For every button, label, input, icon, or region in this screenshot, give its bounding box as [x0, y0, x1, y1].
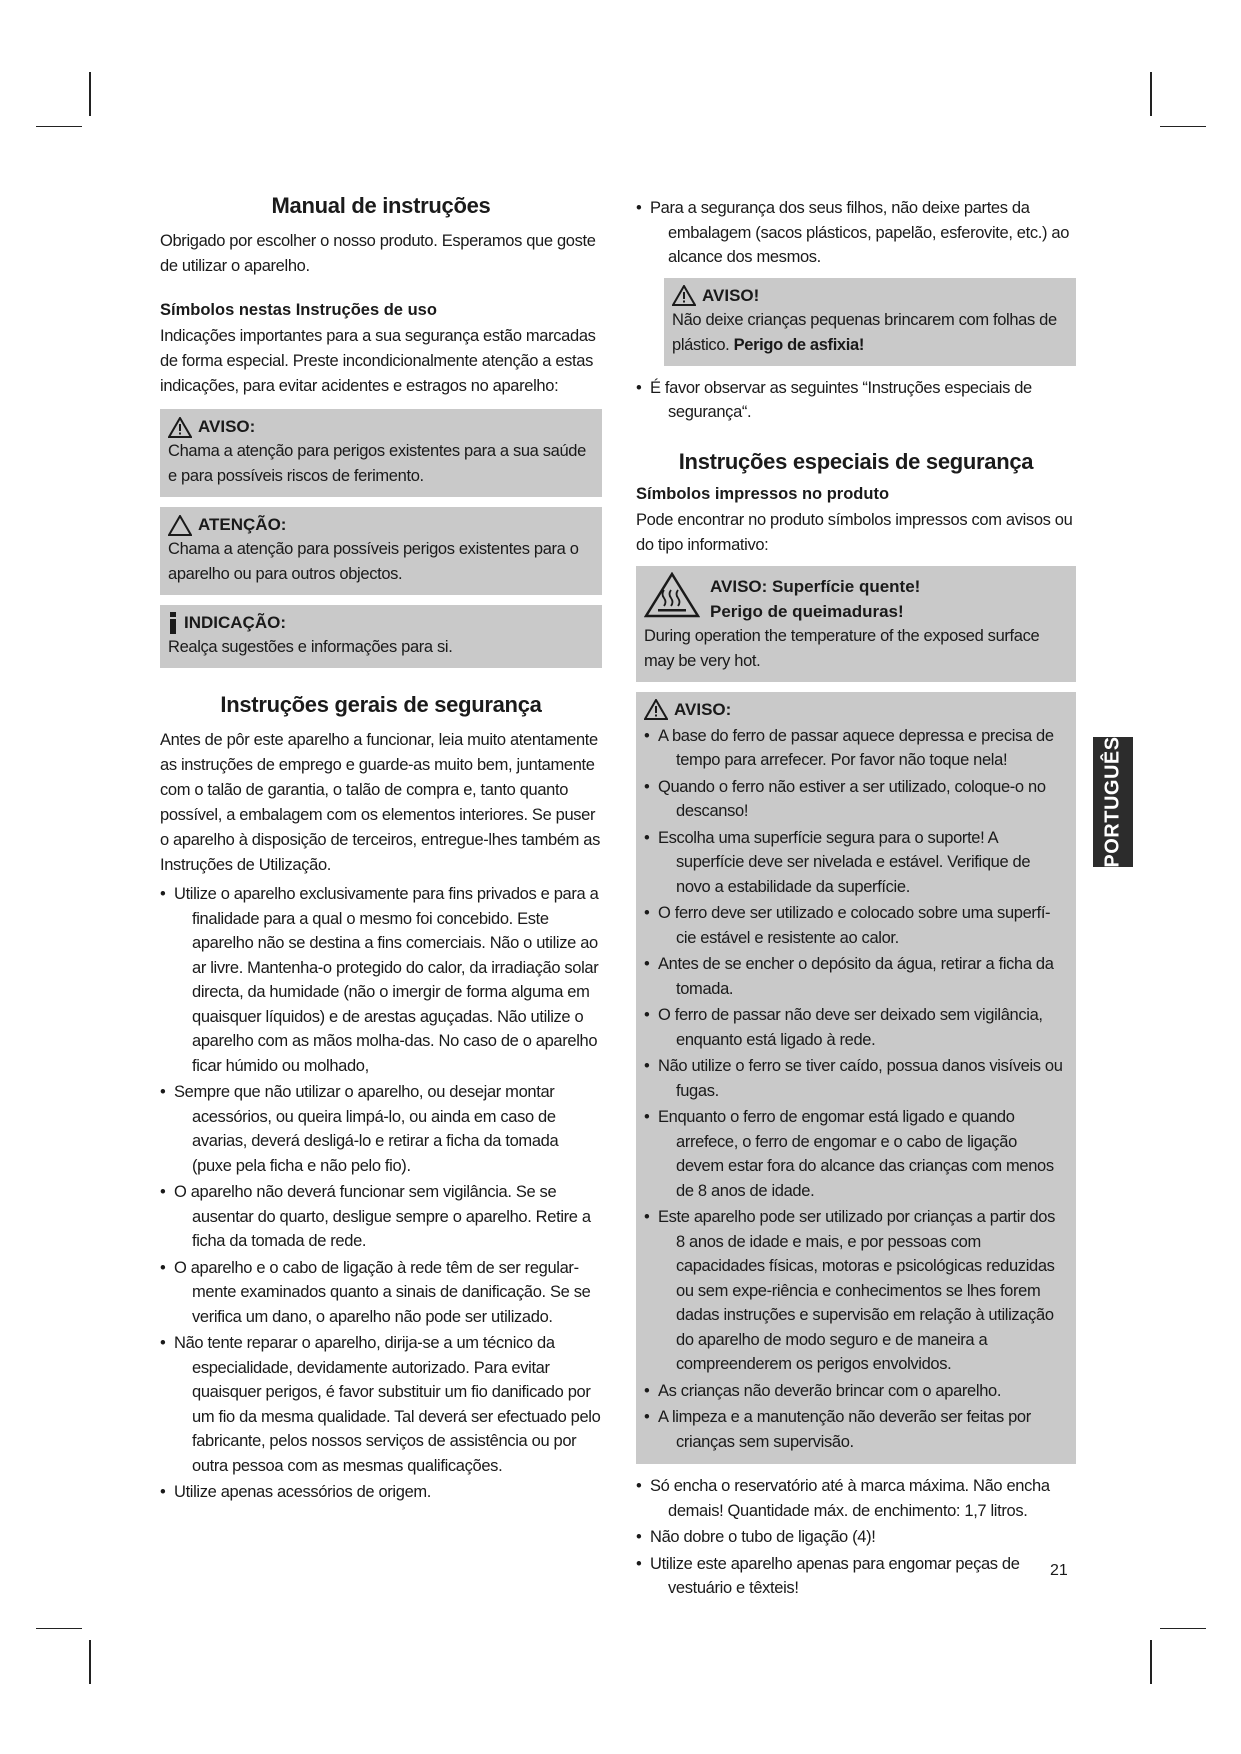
indicacao-text: Realça sugestões e informações para si. [168, 638, 453, 656]
list-item: • Utilize este aparelho apenas para engomar peças de vestuário e têxteis! [636, 1552, 1076, 1601]
list-item: • A base do ferro de passar aquece depressa e precisa de tempo para arrefecer. Por favor não toque nela! [644, 724, 1068, 773]
asphyxia-box-title [672, 284, 1068, 308]
aviso-label: AVISO: [674, 699, 732, 719]
crop-mark [1150, 72, 1152, 116]
iron-warning-list [644, 724, 1068, 1455]
list-item: • Antes de se encher o depósito da água, retirar a ficha da tomada. [644, 952, 1068, 1001]
indicacao-label: INDICAÇÃO: [184, 613, 286, 632]
list-item: • O ferro deve ser utilizado e colocado sobre uma superfí-cie estável e resistente ao calor. [644, 901, 1068, 950]
aviso-label: AVISO! [702, 285, 760, 305]
symbols-text: Indicações importantes para a sua segurança estão marcadas de forma especial. Preste incondicionalmente atenção a estas indicações, para evitar acidentes e estragos no aparelho: [160, 327, 596, 395]
crop-mark [1150, 1640, 1152, 1684]
info-icon [168, 612, 178, 634]
manual-title: Manual de instruções [271, 193, 491, 218]
list-item: • Só encha o reservatório até à marca máxima. Não encha demais! Quantidade máx. de enchimento: 1,7 litros. [636, 1474, 1076, 1523]
crop-mark [36, 1628, 82, 1629]
atencao-text: Chama a atenção para possíveis perigos existentes para o aparelho ou para outros objectos. [168, 540, 579, 583]
printed-symbols-text: Pode encontrar no produto símbolos impressos com avisos ou do tipo informativo: [636, 510, 1073, 554]
aviso-text: Chama a atenção para perigos existentes para a sua saúde e para possíveis riscos de ferimento. [168, 442, 586, 485]
indicacao-box [160, 605, 602, 668]
asphyxia-warning-box [664, 278, 1076, 366]
atencao-box [160, 507, 602, 595]
observe-list [636, 376, 1076, 425]
hot-surface-icon [644, 572, 700, 618]
printed-symbols-heading: Símbolos impressos no produto [636, 484, 890, 503]
crop-mark [89, 1640, 91, 1684]
list-item: • Não tente reparar o aparelho, dirija-se a um técnico da especialidade, devidamente autorizado. Para evitar quaisquer perigos, é favor substituir um fio danificado por um fio da mesma qualidade. Tal deverá ser efectuado pelo fabricante, pelos nossos serviços de assistência ou por outra pessoa com as mesmas qualificações. [160, 1331, 602, 1478]
general-safety-title: Instruções gerais de segurança [220, 692, 542, 717]
hot-surface-titles [710, 572, 920, 624]
list-item: • Utilize o aparelho exclusivamente para fins privados e para a finalidade para a qual o mesmo foi concebido. Este aparelho não se destina a fins comerciais. Não o utilize ao ar livre. Mantenha-o protegido do calor, da irradiação solar directa, da humidade (não o imergir de forma alguma em quaisquer líquidos) e de arestas aguçadas. Não utilize o aparelho com as mãos molha-das. No caso de o aparelho ficar húmido ou molhado, [160, 882, 602, 1078]
hot-surface-header [644, 572, 1068, 624]
list-item: • Sempre que não utilizar o aparelho, ou desejar montar acessórios, ou queira limpá-lo, ou ainda em caso de avarias, deverá desligá-lo e retirar a ficha da tomada (puxe pela ficha e não pelo fio). [160, 1080, 602, 1178]
crop-mark [89, 72, 91, 116]
intro-text: Obrigado por escolher o nosso produto. Esperamos que goste de utilizar o aparelho. [160, 232, 596, 275]
caution-icon [168, 515, 192, 536]
crop-mark [36, 126, 82, 127]
warning-icon [672, 285, 696, 306]
list-item: • O aparelho e o cabo de ligação à rede têm de ser regular-mente examinados quanto a sinais de danificação. Se se verifica um dano, o aparelho não pode ser utilizado. [160, 1256, 602, 1330]
right-column [636, 196, 1076, 1603]
list-item: • A limpeza e a manutenção não deverão ser feitas por crianças sem supervisão. [644, 1405, 1068, 1454]
iron-warning-title [644, 698, 1068, 722]
list-item: • Este aparelho pode ser utilizado por crianças a partir dos 8 anos de idade e mais, e por pessoas com capacidades físicas, motoras e psicológicas reduzidas ou sem expe-riência e conhecimentos se lhes forem dadas instruções e supervisão em relação à utilização do aparelho de modo seguro e de maneira a compreenderem os perigos envolvidos. [644, 1205, 1068, 1377]
aviso-box [160, 409, 602, 497]
atencao-label: ATENÇÃO: [198, 515, 287, 534]
warning-icon [168, 417, 192, 438]
list-item: • Não dobre o tubo de ligação (4)! [636, 1525, 1076, 1550]
hot-surface-title: AVISO: Superfície quente! [710, 576, 921, 596]
left-column [160, 193, 602, 1507]
asphyxia-text [672, 308, 1068, 358]
hot-surface-box [636, 566, 1076, 682]
symbols-heading: Símbolos nestas Instruções de uso [160, 301, 437, 319]
aviso-label: AVISO: [198, 417, 256, 436]
burn-danger-title: Perigo de queimaduras! [710, 601, 904, 621]
language-tab [1093, 737, 1133, 867]
list-item: • As crianças não deverão brincar com o aparelho. [644, 1379, 1068, 1404]
general-safety-intro: Antes de pôr este aparelho a funcionar, leia muito atentamente as instruções de emprego e guarde-as muito bem, juntamente com o talão de garantia, o talão de compra e, tanto quanto possível, a embalagem com os elementos interiores. Se puser o aparelho à disposição de terceiros, entregue-lhes também as Instruções de Utilização. [160, 731, 600, 874]
list-item: • Não utilize o ferro se tiver caído, possua danos visíveis ou fugas. [644, 1054, 1068, 1103]
indicacao-box-title [168, 611, 594, 635]
warning-icon [644, 699, 668, 720]
list-item: • O ferro de passar não deve ser deixado sem vigilância, enquanto está ligado à rede. [644, 1003, 1068, 1052]
list-item: • Utilize apenas acessórios de origem. [160, 1480, 602, 1505]
atencao-box-title [168, 513, 594, 537]
list-item: • Enquanto o ferro de engomar está ligado e quando arrefece, o ferro de engomar e o cabo de ligação devem estar fora do alcance das crianças com menos de 8 anos de idade. [644, 1105, 1068, 1203]
packaging-list [636, 196, 1076, 270]
iron-warning-box [636, 692, 1076, 1465]
list-item: • Para a segurança dos seus filhos, não deixe partes da embalagem (sacos plásticos, papelão, esferovite, etc.) ao alcance dos mesmos. [636, 196, 1076, 270]
list-item: • O aparelho não deverá funcionar sem vigilância. Se se ausentar do quarto, desligue sempre o aparelho. Retire a ficha da tomada de rede. [160, 1180, 602, 1254]
crop-mark [1160, 126, 1206, 127]
page-number: 21 [1050, 1562, 1068, 1579]
hot-surface-text: During operation the temperature of the exposed surface may be very hot. [644, 626, 1040, 670]
asphyxia-text-main: Não deixe crianças pequenas brincarem com folhas de plástico. [672, 310, 1057, 354]
asphyxia-text-bold: Perigo de asfixia! [733, 335, 864, 354]
language-tab-label: PORTUGUÊS [1101, 736, 1124, 868]
filling-list [636, 1474, 1076, 1601]
special-safety-title: Instruções especiais de segurança [678, 448, 1034, 474]
general-safety-list [160, 882, 602, 1505]
list-item: • Quando o ferro não estiver a ser utilizado, coloque-o no descanso! [644, 775, 1068, 824]
aviso-box-title [168, 415, 594, 439]
list-item: • Escolha uma superfície segura para o suporte! A superfície deve ser nivelada e estável. Verifique de novo a estabilidade da superfície. [644, 826, 1068, 900]
list-item: • É favor observar as seguintes “Instruções especiais de segurança“. [636, 376, 1076, 425]
crop-mark [1160, 1628, 1206, 1629]
